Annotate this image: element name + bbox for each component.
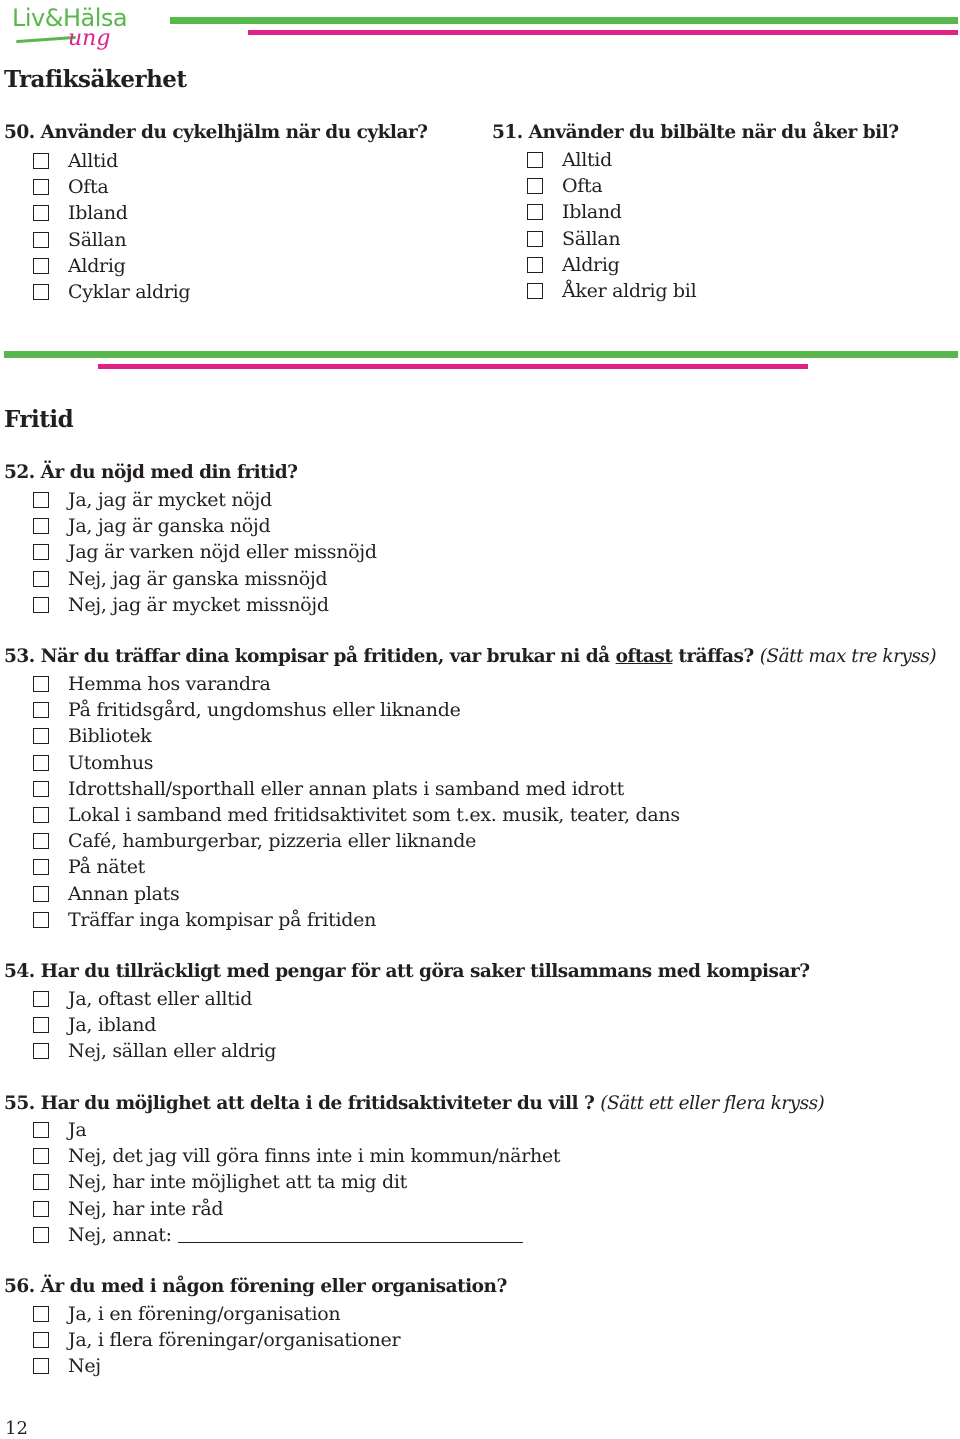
option-q52	[33, 487, 377, 513]
option-label: Aldrig	[68, 254, 126, 277]
option-label: Nej, har inte möjlighet att ta mig dit	[68, 1171, 407, 1194]
checkbox[interactable]	[33, 676, 49, 692]
checkbox[interactable]	[33, 1043, 49, 1059]
checkbox[interactable]	[33, 597, 49, 613]
header-green-rule	[170, 17, 958, 24]
checkbox[interactable]	[33, 728, 49, 744]
option-q53	[33, 723, 680, 749]
logo	[12, 4, 132, 62]
checkbox[interactable]	[527, 283, 543, 299]
option-label: Sällan	[562, 227, 621, 250]
checkbox[interactable]	[33, 702, 49, 718]
option-label: Ja, ibland	[68, 1014, 157, 1037]
question-53-text-after: träffas?	[672, 646, 754, 667]
logo-sub-text: ung	[68, 26, 111, 51]
option-q53	[33, 854, 680, 880]
checkbox[interactable]	[33, 518, 49, 534]
option-q53	[33, 881, 680, 907]
option-q50	[33, 174, 190, 200]
question-50: 50. Använder du cykelhjälm när du cyklar?	[4, 122, 428, 143]
option-q51	[527, 278, 696, 304]
option-q51	[527, 199, 696, 225]
checkbox[interactable]	[33, 1174, 49, 1190]
option-q54	[33, 986, 276, 1012]
option-q53	[33, 907, 680, 933]
section-title-traffic: Trafiksäkerhet	[4, 66, 187, 93]
checkbox[interactable]	[33, 1017, 49, 1033]
option-label: Sällan	[68, 228, 127, 251]
option-q54	[33, 1012, 276, 1038]
checkbox[interactable]	[33, 755, 49, 771]
checkbox[interactable]	[33, 807, 49, 823]
question-52: 52. Är du nöjd med din fritid?	[4, 462, 298, 483]
option-label: Ofta	[562, 175, 603, 198]
option-q53	[33, 802, 680, 828]
question-55	[4, 1093, 824, 1114]
question-55-text: 55. Har du möjlighet att delta i de fritidsaktiviteter du vill ?	[4, 1093, 595, 1114]
divider-green-rule	[4, 351, 958, 358]
option-q53	[33, 776, 680, 802]
checkbox[interactable]	[33, 1148, 49, 1164]
checkbox[interactable]	[33, 1201, 49, 1217]
option-label: Aldrig	[562, 253, 620, 276]
options-54	[33, 986, 276, 1065]
option-label: Nej, jag är mycket missnöjd	[68, 593, 329, 616]
option-q51	[527, 147, 696, 173]
option-label: Ja, oftast eller alltid	[68, 988, 253, 1011]
option-label: Nej	[68, 1355, 101, 1378]
question-55-note: (Sätt ett eller flera kryss)	[600, 1093, 825, 1114]
option-label: Nej, annat:	[68, 1223, 172, 1246]
option-label: På nätet	[68, 856, 145, 879]
checkbox[interactable]	[33, 781, 49, 797]
checkbox[interactable]	[33, 179, 49, 195]
option-q55	[33, 1196, 560, 1222]
option-q54	[33, 1038, 276, 1064]
option-q55	[33, 1117, 560, 1143]
other-answer-line[interactable]	[178, 1226, 523, 1243]
option-q56	[33, 1353, 400, 1379]
option-label: Café, hamburgerbar, pizzeria eller liknande	[68, 830, 477, 853]
option-q50	[33, 253, 190, 279]
option-label: Nej, jag är ganska missnöjd	[68, 567, 328, 590]
checkbox[interactable]	[33, 991, 49, 1007]
options-50	[33, 148, 190, 305]
checkbox[interactable]	[33, 205, 49, 221]
checkbox[interactable]	[33, 571, 49, 587]
option-label: Ja, i en förening/organisation	[68, 1303, 341, 1326]
option-label: Ja, jag är mycket nöjd	[68, 489, 272, 512]
checkbox[interactable]	[33, 886, 49, 902]
checkbox[interactable]	[33, 1306, 49, 1322]
checkbox[interactable]	[527, 204, 543, 220]
option-label: Jag är varken nöjd eller missnöjd	[68, 541, 377, 564]
options-53	[33, 671, 680, 933]
option-label: Utomhus	[68, 751, 154, 774]
option-q53	[33, 750, 680, 776]
question-53-note: (Sätt max tre kryss)	[759, 646, 937, 667]
option-label: Ja, jag är ganska nöjd	[68, 515, 271, 538]
option-q50	[33, 148, 190, 174]
option-q55	[33, 1222, 560, 1248]
option-label: Alltid	[562, 149, 612, 172]
options-56	[33, 1301, 400, 1380]
option-label: På fritidsgård, ungdomshus eller liknande	[68, 699, 461, 722]
option-q53	[33, 697, 680, 723]
header-pink-rule	[248, 30, 958, 35]
option-label: Nej, sällan eller aldrig	[68, 1040, 277, 1063]
option-q51	[527, 226, 696, 252]
checkbox[interactable]	[33, 912, 49, 928]
question-56: 56. Är du med i någon förening eller organisation?	[4, 1276, 507, 1297]
option-q52	[33, 513, 377, 539]
option-label: Ofta	[68, 176, 109, 199]
checkbox[interactable]	[33, 859, 49, 875]
page-number: 12	[5, 1418, 28, 1439]
option-q53	[33, 671, 680, 697]
options-51	[527, 147, 696, 304]
checkbox[interactable]	[33, 284, 49, 300]
question-51: 51. Använder du bilbälte när du åker bil?	[492, 122, 899, 143]
option-q52	[33, 566, 377, 592]
options-52	[33, 487, 377, 618]
option-q52	[33, 539, 377, 565]
option-q56	[33, 1301, 400, 1327]
option-label: Bibliotek	[68, 725, 152, 748]
checkbox[interactable]	[33, 492, 49, 508]
question-54: 54. Har du tillräckligt med pengar för att göra saker tillsammans med kompisar?	[4, 961, 810, 982]
option-label: Alltid	[68, 150, 118, 173]
section-title-leisure: Fritid	[4, 406, 74, 433]
checkbox[interactable]	[33, 153, 49, 169]
option-label: Hemma hos varandra	[68, 673, 271, 696]
option-q50	[33, 279, 190, 305]
question-53-text-before: 53. När du träffar dina kompisar på fritiden, var brukar ni då	[4, 646, 616, 667]
options-55	[33, 1117, 560, 1248]
option-label: Ibland	[562, 201, 622, 224]
checkbox[interactable]	[33, 1122, 49, 1138]
checkbox[interactable]	[527, 231, 543, 247]
option-q53	[33, 828, 680, 854]
option-label: Ja	[68, 1119, 87, 1142]
option-q55	[33, 1143, 560, 1169]
question-53	[4, 646, 936, 667]
option-label: Träffar inga kompisar på fritiden	[68, 908, 377, 931]
checkbox[interactable]	[33, 544, 49, 560]
option-q51	[527, 252, 696, 278]
option-label: Åker aldrig bil	[562, 280, 697, 303]
option-label: Annan plats	[68, 882, 180, 905]
option-q55	[33, 1169, 560, 1195]
option-q52	[33, 592, 377, 618]
checkbox[interactable]	[33, 232, 49, 248]
checkbox[interactable]	[527, 257, 543, 273]
option-q50	[33, 200, 190, 226]
question-53-underlined: oftast	[615, 646, 673, 667]
option-label: Nej, har inte råd	[68, 1197, 224, 1220]
checkbox[interactable]	[33, 833, 49, 849]
divider-pink-rule	[98, 364, 808, 369]
checkbox[interactable]	[33, 1332, 49, 1348]
option-q56	[33, 1327, 400, 1353]
option-label: Nej, det jag vill göra finns inte i min kommun/närhet	[68, 1145, 561, 1168]
option-label: Cyklar aldrig	[68, 281, 191, 304]
option-q50	[33, 227, 190, 253]
checkbox[interactable]	[33, 1227, 49, 1243]
option-q51	[527, 173, 696, 199]
checkbox[interactable]	[33, 1358, 49, 1374]
option-label: Ja, i flera föreningar/organisationer	[68, 1329, 401, 1352]
option-label: Ibland	[68, 202, 128, 225]
option-label: Idrottshall/sporthall eller annan plats i samband med idrott	[68, 777, 624, 800]
checkbox[interactable]	[527, 152, 543, 168]
checkbox[interactable]	[527, 178, 543, 194]
logo-main-text: Liv&Hälsa	[12, 4, 128, 32]
option-label: Lokal i samband med fritidsaktivitet som t.ex. musik, teater, dans	[68, 804, 680, 827]
checkbox[interactable]	[33, 258, 49, 274]
